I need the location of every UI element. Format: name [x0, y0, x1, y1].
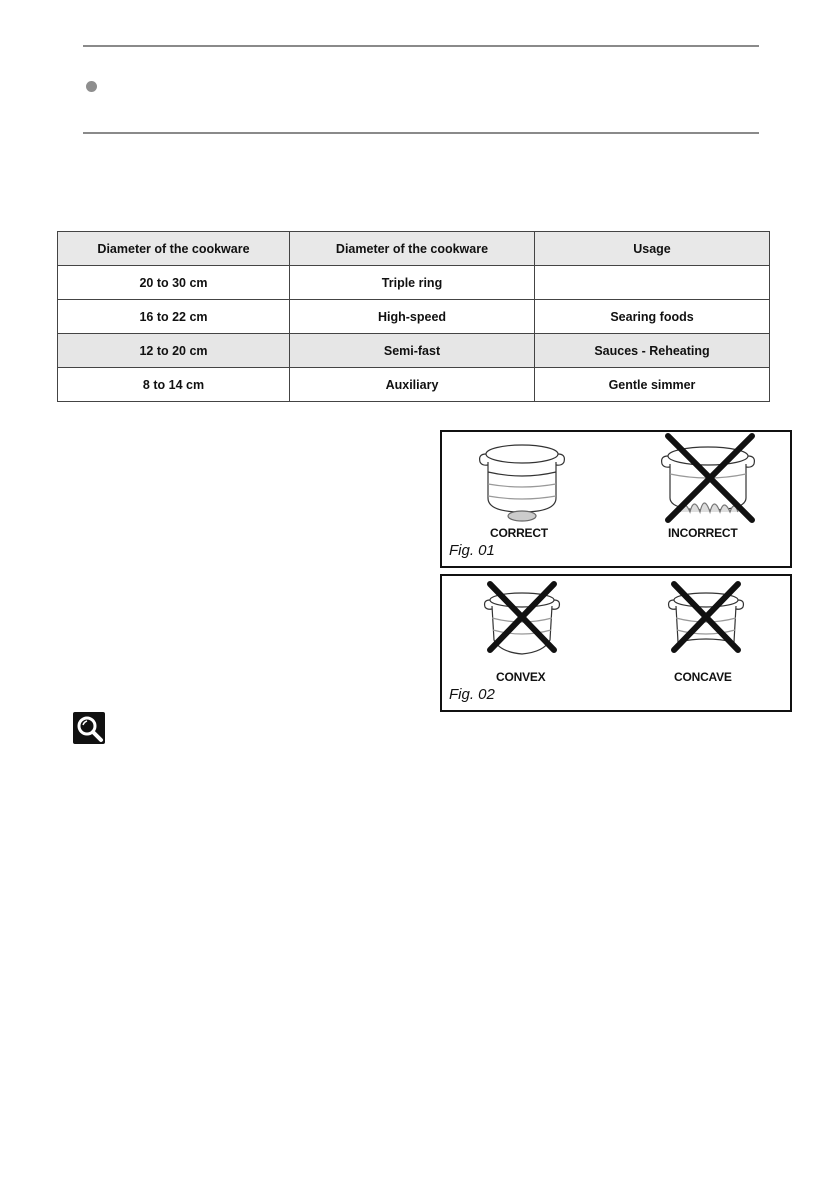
- correct-pot-icon: [480, 445, 565, 521]
- caption-correct: CORRECT: [490, 526, 548, 540]
- table-cell: Searing foods: [535, 300, 770, 334]
- bottom-divider: [83, 132, 759, 134]
- figure-02-label: Fig. 02: [449, 686, 495, 703]
- table-header: Diameter of the cookware: [290, 232, 535, 266]
- table-row: [58, 266, 770, 300]
- figure-01-label: Fig. 01: [449, 542, 495, 559]
- table-row: [58, 334, 770, 368]
- magnifier-icon: [73, 712, 105, 744]
- figure-01: [440, 430, 792, 568]
- caption-convex: CONVEX: [496, 670, 546, 684]
- table-cell: Gentle simmer: [535, 368, 770, 402]
- table-cell: 16 to 22 cm: [58, 300, 290, 334]
- table-cell: 12 to 20 cm: [58, 334, 290, 368]
- figure-02: [440, 574, 792, 712]
- table-row: [58, 300, 770, 334]
- table-cell: Triple ring: [290, 266, 535, 300]
- table-header: Usage: [535, 232, 770, 266]
- table-cell: High-speed: [290, 300, 535, 334]
- caption-concave: CONCAVE: [674, 670, 732, 684]
- table-header-row: [58, 232, 770, 266]
- table-cell: Auxiliary: [290, 368, 535, 402]
- caption-incorrect: INCORRECT: [668, 526, 738, 540]
- table-cell: 20 to 30 cm: [58, 266, 290, 300]
- table-cell: Sauces - Reheating: [535, 334, 770, 368]
- top-divider: [83, 45, 759, 47]
- cookware-table: [57, 231, 770, 402]
- table-cell: 8 to 14 cm: [58, 368, 290, 402]
- table-row: [58, 368, 770, 402]
- table-header: Diameter of the cookware: [58, 232, 290, 266]
- table-cell: Semi-fast: [290, 334, 535, 368]
- bullet-dot-icon: [86, 81, 97, 92]
- table-cell: [535, 266, 770, 300]
